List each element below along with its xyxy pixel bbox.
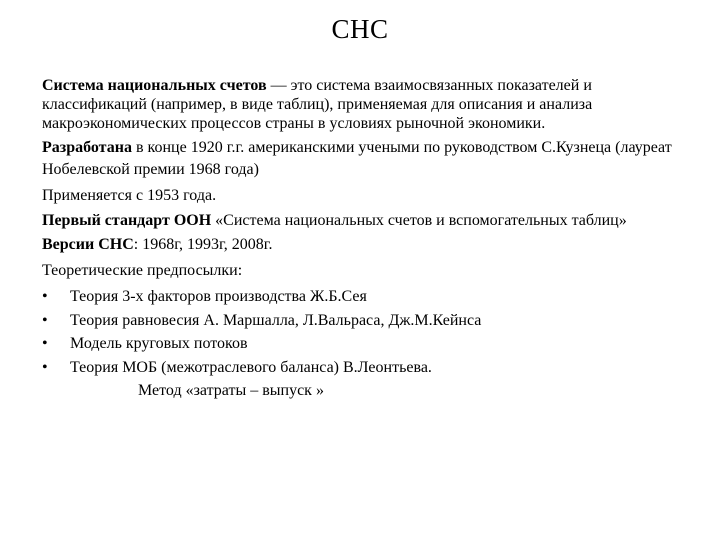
developed-text: в конце 1920 г.г. американскими учеными по руководством С.Кузнеца (лауреат Нобелевской премии 1968 года): [42, 139, 672, 178]
list-item: [42, 356, 682, 380]
term-un-standard: Первый стандарт ООН: [42, 212, 212, 229]
list-item-text: Теория равновесия А. Маршалла, Л.Вальраса, Дж.М.Кейнса: [70, 311, 482, 329]
definition-text: — это система взаимосвязанных показателей и классификаций (например, в виде таблиц), применяемая для описания и анализа макроэкономических процессов страны в условиях рыночной экономики.: [42, 77, 593, 132]
list-item: [42, 285, 682, 309]
list-item-text: Модель круговых потоков: [70, 335, 248, 352]
list-item-text: Теория 3-х факторов производства Ж.Б.Сея: [70, 288, 367, 305]
prerequisites-text: Теоретические предпосылки:: [42, 262, 243, 279]
list-item-text: Теория МОБ (межотраслевого баланса) В.Леонтьева.: [70, 358, 432, 376]
term-versions: Версии СНС: [42, 236, 134, 253]
paragraph-applied: [42, 185, 682, 207]
term-developed: Разработана: [42, 139, 132, 156]
slide-title: СНС: [331, 14, 389, 44]
paragraph-versions: [42, 234, 682, 256]
applied-text: Применяется с 1953 года.: [42, 187, 217, 204]
paragraph-prerequisites: [42, 260, 682, 282]
bullet-list: [42, 285, 682, 379]
method-line: Метод «затраты – выпуск »: [138, 382, 324, 399]
list-item: [42, 332, 682, 356]
bullet-icon: •: [42, 311, 48, 329]
paragraph-un-standard: [42, 211, 682, 230]
un-standard-text: «Система национальных счетов и вспомогательных таблиц»: [211, 212, 627, 229]
bullet-icon: •: [42, 288, 48, 305]
paragraph-definition: [42, 76, 682, 133]
list-item: [42, 309, 682, 333]
bullet-icon: •: [42, 335, 48, 352]
term-sns: Система национальных счетов: [42, 77, 267, 94]
versions-text: : 1968г, 1993г, 2008г.: [133, 236, 273, 253]
slide-body: [42, 76, 682, 403]
bullet-icon: •: [42, 358, 48, 376]
paragraph-developed: [42, 137, 682, 181]
